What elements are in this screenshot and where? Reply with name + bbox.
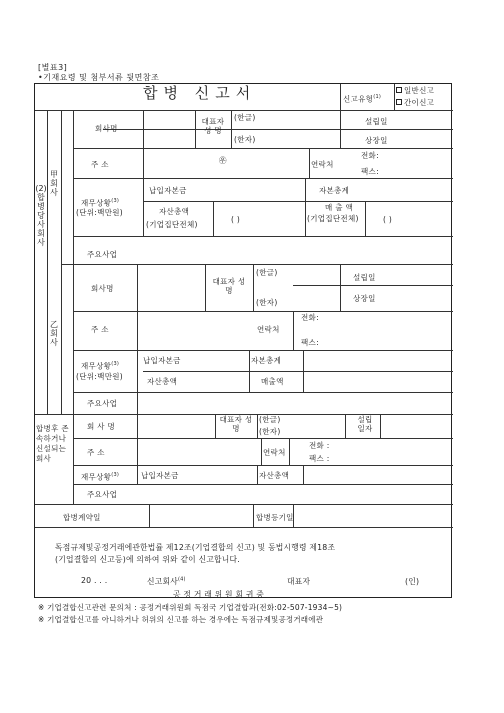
company-b-fax: 팩스: bbox=[301, 338, 319, 347]
reporter-label: 신고회사$^{(4)}$ bbox=[147, 576, 186, 586]
company-b-total-capital: 자본총계 bbox=[251, 356, 282, 365]
surviving-name-label: 회 사 명 bbox=[87, 422, 116, 431]
company-b-sales: 매출액 bbox=[261, 377, 284, 386]
report-type-label: 신고유형$^{(1)}$ bbox=[343, 94, 382, 104]
annex-label: [별표3] bbox=[38, 63, 68, 72]
company-a-korean: (한글) bbox=[234, 113, 256, 122]
company-a-phone: 전화: bbox=[361, 151, 379, 160]
surviving-finance-label: 재무상황$^{(3)}$ bbox=[81, 472, 120, 482]
company-a-paid-capital: 납입자본금 bbox=[149, 186, 187, 195]
surviving-fax: 팩스 : bbox=[309, 454, 330, 463]
registration-date-label: 합병등기일 bbox=[256, 513, 294, 522]
company-b-hanja: (한자) bbox=[256, 298, 278, 307]
section-merging-parties: (2) 합병당사회사 bbox=[35, 184, 47, 247]
surviving-korean: (한글) bbox=[259, 415, 281, 424]
company-b-name-label: 회사명 bbox=[91, 284, 114, 293]
declaration-line-2: (기업결합의 신고등)에 의하여 위와 같이 신고합니다. bbox=[55, 555, 240, 564]
footer-note-2: ※ 기업결합신고를 아니하거나 허위의 신고를 하는 경우에는 독점규제및공정거래에관 bbox=[38, 615, 324, 624]
addressee: 공 정 거 래 위 원 회 귀 중 bbox=[173, 590, 265, 599]
contract-date-label: 합병계약일 bbox=[63, 513, 101, 522]
form-title: 합병 신고서 bbox=[143, 84, 257, 102]
company-a-listed: 상장일 bbox=[365, 136, 388, 145]
seal-mark: (인) bbox=[405, 577, 420, 586]
company-b-rep-label: 대표자 성 명 bbox=[212, 277, 246, 295]
surviving-hanja: (한자) bbox=[259, 427, 281, 436]
company-b-paid-capital: 납입자본금 bbox=[143, 356, 181, 365]
company-a-label: 甲회사 bbox=[50, 170, 58, 197]
company-b-finance-label: 재무상황$^{(3)}$ bbox=[81, 361, 120, 371]
company-b-listed: 상장일 bbox=[353, 294, 376, 303]
company-a-address-label: 주 소 bbox=[91, 160, 109, 169]
representative-signature-label: 대표자 bbox=[287, 577, 311, 586]
company-b-unit: (단위:백만원) bbox=[76, 372, 124, 381]
company-a-established: 설립일 bbox=[365, 117, 388, 126]
company-b-phone: 전화: bbox=[301, 313, 319, 322]
company-b-total-assets: 자산총액 bbox=[147, 377, 178, 386]
company-a-total-assets: 자산총액 bbox=[159, 207, 190, 216]
company-b-korean: (한글) bbox=[256, 268, 278, 277]
surviving-established: 설립 일자 bbox=[357, 415, 373, 433]
company-a-hanja: (한자) bbox=[234, 135, 256, 144]
company-b-established: 설립일 bbox=[353, 273, 376, 282]
company-a-fax: 팩스: bbox=[361, 167, 379, 176]
surviving-contact-label: 연락처 bbox=[263, 448, 286, 457]
simple-report-checkbox[interactable] bbox=[396, 99, 402, 105]
instruction-note: •기재요령 및 첨부서류 뒷면참조 bbox=[38, 73, 160, 82]
declaration-line-1: 독점규제및공정거래에관한법률 제12조(기업결합의 신고) 및 동법시행령 제18조 bbox=[55, 543, 336, 552]
surviving-company-label: 합병후 존속하거나 신설되는 회사 bbox=[36, 424, 69, 463]
footer-note-1: ※ 기업결합신고관련 문의처 : 공정거래위원회 독점국 기업결합과(전화:02-507-1934~5) bbox=[38, 603, 343, 612]
company-a-finance-label: 재무상황$^{(3)}$ bbox=[81, 198, 120, 208]
company-a-sales-paren: ( ) bbox=[383, 215, 393, 224]
company-a-sales: 매 출 액 bbox=[325, 203, 354, 212]
zip-mark: ㉾ bbox=[219, 156, 227, 165]
company-a-contact-label: 연락처 bbox=[311, 160, 334, 169]
company-a-total-capital: 자본총계 bbox=[319, 186, 350, 195]
company-a-unit: (단위:백만원) bbox=[76, 208, 124, 217]
company-a-rep-label: 대표자 성 명 bbox=[201, 117, 225, 135]
date-line: 20 . . . bbox=[81, 576, 108, 585]
company-a-sales-group: (기업집단전체) bbox=[307, 214, 359, 223]
surviving-paid-capital: 납입자본금 bbox=[141, 471, 179, 480]
general-report-checkbox[interactable] bbox=[396, 87, 402, 93]
merger-report-form bbox=[34, 83, 452, 598]
surviving-address-label: 주 소 bbox=[87, 448, 105, 457]
surviving-total-assets: 자산총액 bbox=[259, 471, 290, 480]
surviving-main-business: 주요사업 bbox=[87, 490, 118, 499]
company-a-name-label: 회사명 bbox=[95, 124, 118, 133]
company-a-assets-paren: ( ) bbox=[231, 215, 241, 224]
surviving-phone: 전화 : bbox=[309, 441, 330, 450]
company-b-label: 乙회사 bbox=[50, 320, 58, 347]
simple-report-label: 간이신고 bbox=[404, 98, 435, 107]
company-b-contact-label: 연락처 bbox=[257, 325, 280, 334]
surviving-rep-label: 대표자 성 명 bbox=[219, 415, 253, 433]
company-a-group-total: (기업집단전체) bbox=[146, 220, 198, 229]
general-report-label: 일반신고 bbox=[404, 86, 435, 95]
company-b-address-label: 주 소 bbox=[91, 325, 109, 334]
company-a-main-business: 주요사업 bbox=[87, 250, 118, 259]
company-b-main-business: 주요사업 bbox=[87, 399, 118, 408]
